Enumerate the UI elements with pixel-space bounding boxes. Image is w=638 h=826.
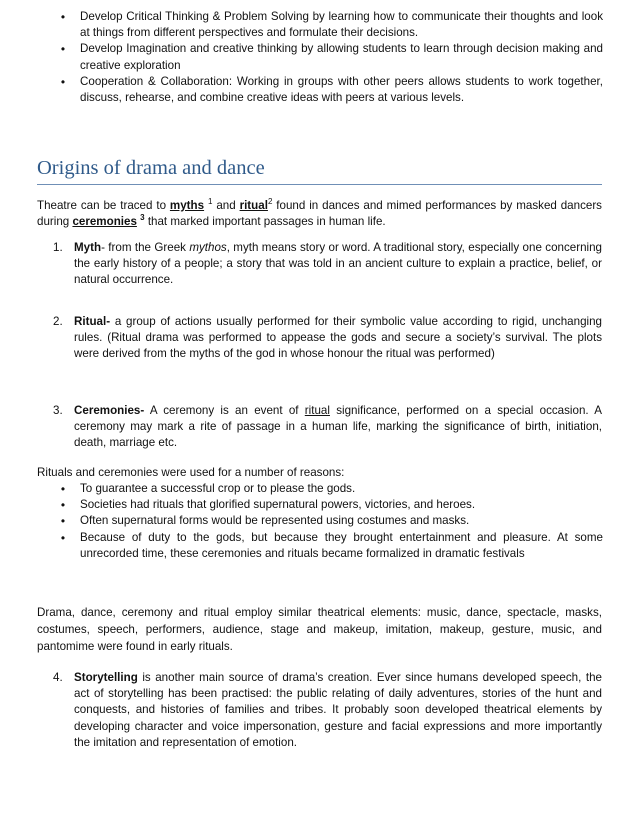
list-item: • Develop Imagination and creative thinking by allowing students to learn through decision making and creative exploration bbox=[58, 41, 603, 73]
item-term: Ceremonies- bbox=[74, 404, 145, 417]
list-item: • Often supernatural forms would be represented using costumes and masks. bbox=[58, 513, 603, 529]
ritual-term: ritual bbox=[239, 199, 268, 212]
intro-paragraph: Theatre can be traced to myths $^1$ and ritual$^2$ found in dances and mimed performances by masked dancers during ceremonies $^3$ that marked important passages in human life. bbox=[37, 197, 602, 229]
myths-term: myths bbox=[169, 199, 205, 212]
section-heading: Origins of drama and dance bbox=[37, 155, 602, 185]
item-term: Storytelling bbox=[74, 671, 138, 684]
item-number: 4. bbox=[53, 671, 63, 684]
bullet-icon: • bbox=[60, 10, 66, 24]
numbered-item-ritual: 2. Ritual- a group of actions usually performed for their symbolic value according to rigid, unchanging rules. (Ritual drama was performed to appease the gods and secure a society’s survival. The plots were derived from the myths of the god in whose honour the ritual was performed) bbox=[53, 315, 602, 361]
ritual-bullet-list bbox=[58, 481, 603, 562]
item-number: 2. bbox=[53, 315, 63, 328]
list-item: • Because of duty to the gods, but because they brought entertainment and pleasure. At some unrecorded time, these ceremonies and rituals became formalized in dramatic festivals bbox=[58, 530, 603, 562]
bullet-icon: • bbox=[60, 530, 66, 545]
item-number: 3. bbox=[53, 404, 63, 417]
bullet-icon: • bbox=[60, 74, 66, 89]
numbered-item-storytelling: 4. Storytelling is another main source of drama’s creation. Ever since humans developed speech, the act of storytelling has been practised: the public relating of daily adventures, stories of the hunt and conquests, and histories of families and tribes. It probably soon developed theatrical elements by developing character and voice impersonation, gesture and facial expressions and more importantly the imitation and representation of emotion. bbox=[53, 671, 602, 749]
list-item: • Develop Critical Thinking & Problem Solving by learning how to communicate their thoughts and look at things from different perspectives and formulate their decisions. bbox=[58, 9, 603, 41]
bullet-icon: • bbox=[60, 498, 66, 513]
item-number: 1. bbox=[53, 241, 63, 254]
rituals-intro-text: Rituals and ceremonies were used for a number of reasons: bbox=[37, 466, 345, 479]
numbered-item-myth: 1. Myth- from the Greek mythos, myth means story or word. A traditional story, especially one concerning the early history of a people; a story that was told in an ancient culture to explain a practice, belief, or natural occurrence. bbox=[53, 241, 602, 287]
item-term: Ritual- bbox=[74, 315, 111, 328]
numbered-item-ceremonies: 3. Ceremonies- A ceremony is an event of ritual significance, performed on a special occasion. A ceremony may mark a rite of passage in a human life, marking the significance of birth, initiation, death, marriage etc. bbox=[53, 404, 602, 450]
intro-bullet-list bbox=[58, 9, 603, 106]
list-item: • Societies had rituals that glorified supernatural powers, victories, and heroes. bbox=[58, 497, 603, 513]
list-item: • Cooperation & Collaboration: Working in groups with other peers allows students to work together, discuss, rehearse, and combine creative ideas with peers at various levels. bbox=[58, 74, 603, 106]
ritual-link[interactable]: ritual bbox=[304, 404, 330, 417]
bullet-icon: • bbox=[60, 514, 66, 529]
list-item: • To guarantee a successful crop or to please the gods. bbox=[58, 481, 603, 497]
elements-paragraph: Drama, dance, ceremony and ritual employ similar theatrical elements: music, dance, spectacle, masks, costumes, speech, performers, audience, stage and makeup, imitation, makeup, gesture, music, and pantomime were found in early rituals. bbox=[37, 606, 602, 653]
bullet-icon: • bbox=[60, 42, 66, 57]
item-term: Myth bbox=[74, 241, 102, 254]
ceremonies-term: ceremonies bbox=[72, 215, 137, 229]
bullet-icon: • bbox=[60, 482, 66, 496]
